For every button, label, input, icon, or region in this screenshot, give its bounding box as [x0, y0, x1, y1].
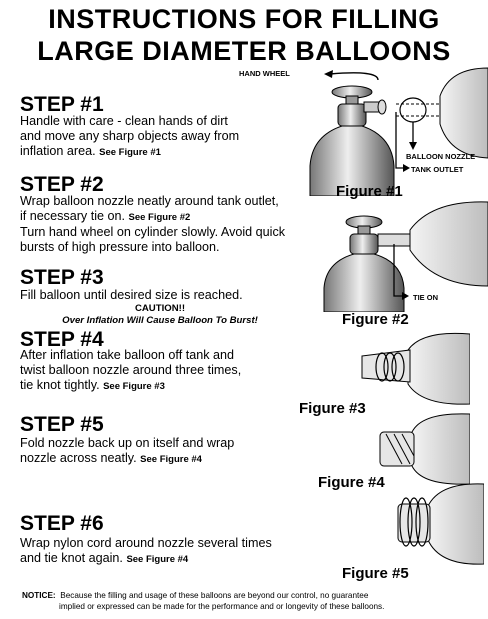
step-3-heading: STEP #3 [20, 266, 104, 289]
step-2-line-1: Wrap balloon nozzle neatly around tank outlet, [20, 194, 279, 208]
over-inflation-warning: Over Inflation Will Cause Balloon To Burst! [62, 315, 258, 326]
notice-label: NOTICE: [22, 591, 56, 600]
step-4-line-2: twist balloon nozzle around three times, [20, 363, 242, 377]
step-6-heading: STEP #6 [20, 512, 104, 535]
step-1-body [20, 114, 320, 160]
caution-label: CAUTION!! [134, 303, 186, 314]
step-4-figure-ref: See Figure #3 [103, 381, 165, 392]
step-4-heading: STEP #4 [20, 328, 104, 351]
step-5-line-1: Fold nozzle back up on itself and wrap [20, 436, 235, 450]
step-1-line-3: inflation area. [20, 144, 96, 158]
step-5-line-2: nozzle across neatly. [20, 451, 137, 465]
figure-3-label: Figure #3 [299, 400, 366, 417]
figure-3-illustration [360, 330, 470, 406]
step-2-figure-ref: See Figure #2 [128, 212, 191, 223]
step-1-line-2: and move any sharp objects away from [20, 129, 240, 143]
step-6-line-2: and tie knot again. [20, 551, 123, 565]
figure-2-label: Figure #2 [342, 311, 409, 328]
notice-line-2: implied or expressed can be made for the performance and or longevity of these balloons. [59, 602, 385, 611]
step-3-body [20, 288, 320, 303]
title-line-2: LARGE DIAMETER BALLOONS [37, 36, 451, 66]
step-5-body [20, 436, 320, 467]
figure-4-label: Figure #4 [318, 474, 385, 491]
notice [22, 590, 482, 612]
step-3-line-1: Fill balloon until desired size is reached. [20, 288, 243, 302]
step-2-line-2: if necessary tie on. [20, 209, 125, 223]
figure-5-illustration [388, 480, 484, 566]
step-4-line-1: After inflation take balloon off tank and [20, 348, 235, 362]
step-2-line-3: Turn hand wheel on cylinder slowly. Avoid quick [20, 225, 286, 239]
step-1-line-1: Handle with care - clean hands of dirt [20, 114, 228, 128]
step-4-line-3: tie knot tightly. [20, 378, 100, 392]
balloon-nozzle-callout: BALLOON NOZZLE [406, 152, 476, 161]
figure-1-label: Figure #1 [336, 183, 403, 200]
step-5-heading: STEP #5 [20, 413, 104, 436]
notice-line-1: Because the filling and usage of these balloons are beyond our control, no guarantee [60, 591, 369, 600]
step-2-body [20, 194, 330, 255]
step-2-line-4: bursts of high pressure into balloon. [20, 240, 220, 254]
figure-1-illustration [300, 66, 488, 196]
figure-5-label: Figure #5 [342, 565, 409, 582]
title-line-1: INSTRUCTIONS FOR FILLING [48, 4, 440, 34]
tie-on-callout: TIE ON [413, 293, 439, 302]
figure-4-illustration [376, 412, 470, 486]
step-2-heading: STEP #2 [20, 173, 104, 196]
step-6-figure-ref: See Figure #4 [126, 554, 189, 565]
step-6-line-1: Wrap nylon cord around nozzle several times [20, 536, 272, 550]
step-4-body [20, 348, 320, 394]
step-1-figure-ref: See Figure #1 [99, 147, 161, 158]
tank-outlet-callout: TANK OUTLET [411, 165, 464, 174]
figure-2-illustration [322, 200, 488, 312]
step-5-figure-ref: See Figure #4 [140, 454, 202, 465]
step-1-heading: STEP #1 [20, 93, 104, 116]
step-6-body [20, 536, 320, 567]
hand-wheel-callout: HAND WHEEL [239, 69, 290, 78]
